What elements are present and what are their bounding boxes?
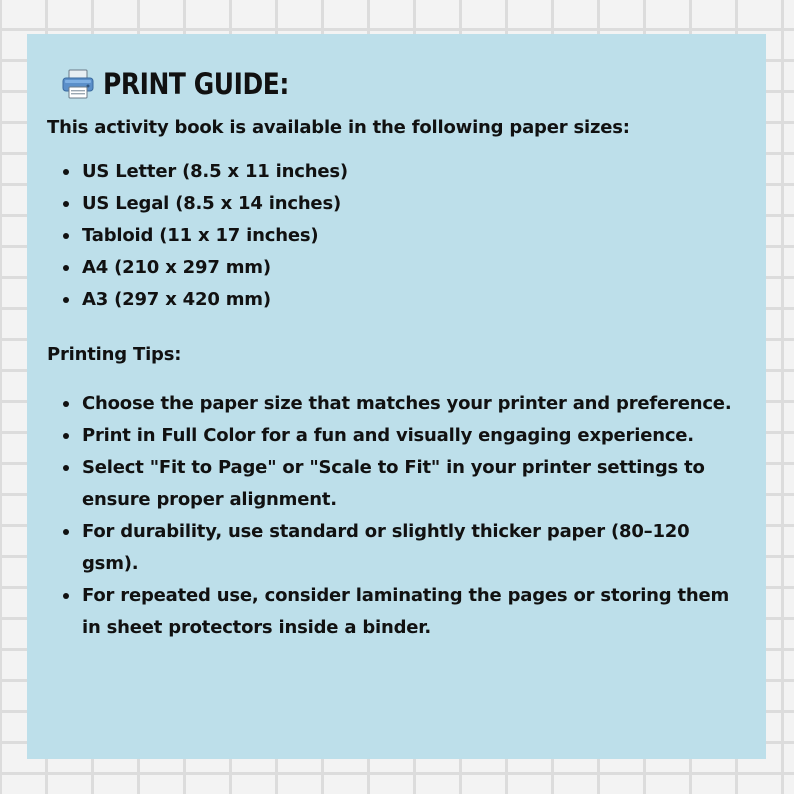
list-item: Print in Full Color for a fun and visually engaging experience. [61,420,739,452]
tips-heading: Printing Tips: [47,344,182,365]
printer-icon [61,68,95,100]
paper-size-list [47,156,746,316]
heading-row [61,64,746,104]
list-item: For repeated use, consider laminating the pages or storing them in sheet protectors inside a binder. [61,580,739,644]
list-item: A4 (210 x 297 mm) [61,252,746,284]
list-item: A3 (297 x 420 mm) [61,284,746,316]
list-item: For durability, use standard or slightly thicker paper (80–120 gsm). [61,516,739,580]
list-item: Choose the paper size that matches your printer and preference. [61,388,739,420]
intro-text: This activity book is available in the following paper sizes: [47,117,630,138]
list-item: Tabloid (11 x 17 inches) [61,220,746,252]
page-title: PRINT GUIDE: [103,67,289,101]
list-item: Select "Fit to Page" or "Scale to Fit" in your printer settings to ensure proper alignment. [61,452,739,516]
list-item: US Letter (8.5 x 11 inches) [61,156,746,188]
list-item: US Legal (8.5 x 14 inches) [61,188,746,220]
printing-tips-list [47,388,739,644]
print-guide-panel [27,34,766,759]
